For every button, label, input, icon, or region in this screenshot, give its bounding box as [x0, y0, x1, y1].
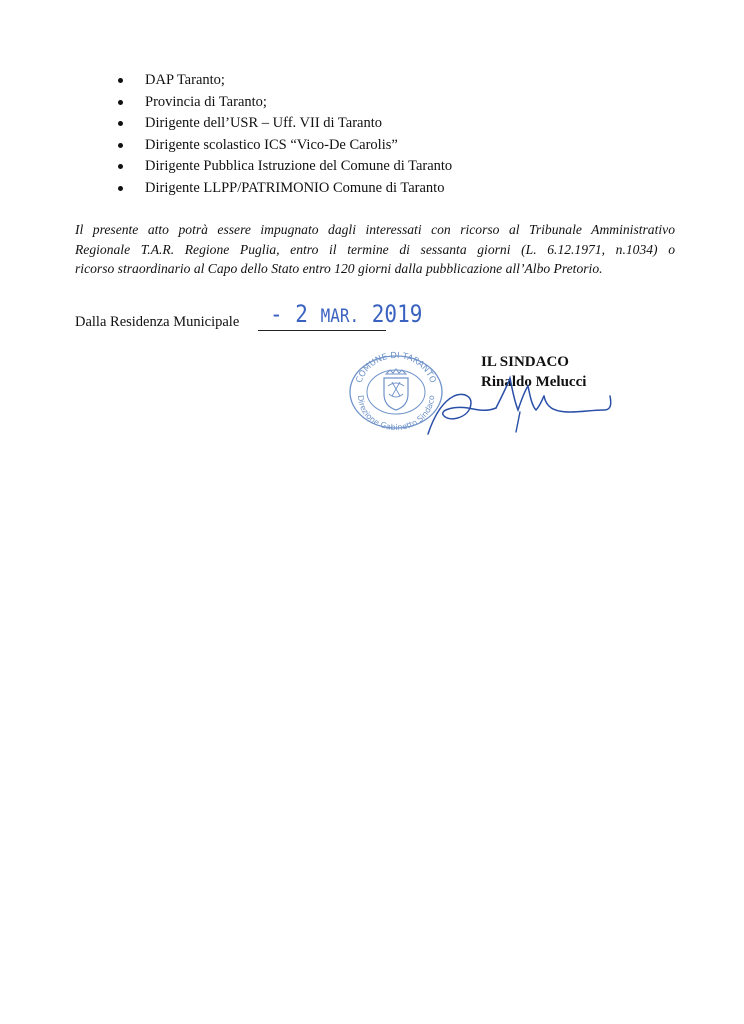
- list-item: Provincia di Taranto;: [118, 92, 452, 114]
- list-item: Dirigente dell’USR – Uff. VII di Taranto: [118, 113, 452, 135]
- bullet-icon: [118, 186, 123, 191]
- bullet-icon: [118, 164, 123, 169]
- bullet-icon: [118, 143, 123, 148]
- list-item: Dirigente LLPP/PATRIMONIO Comune di Taranto: [118, 178, 452, 200]
- recipients-list: [118, 70, 452, 199]
- bullet-icon: [118, 100, 123, 105]
- appeal-notice: [75, 220, 675, 279]
- list-item: Dirigente Pubblica Istruzione del Comune di Taranto: [118, 156, 452, 178]
- notice-line: Regionale T.A.R. Regione Puglia, entro il termine di sessanta giorni (L. 6.12.1971, n.1034) o: [75, 241, 675, 257]
- bullet-icon: [118, 78, 123, 83]
- date-year: 2019: [371, 300, 423, 328]
- list-item: Dirigente scolastico ICS “Vico-De Carolis”: [118, 135, 452, 157]
- residence-label: Dalla Residenza Municipale: [75, 314, 240, 330]
- notice-line: Il presente atto potrà essere impugnato dagli interessati con ricorso al Tribunale Amministrativo: [75, 222, 675, 237]
- date-stamp: [270, 300, 422, 328]
- date-day: - 2: [270, 300, 308, 328]
- date-underline: [258, 330, 386, 331]
- notice-line: ricorso straordinario al Capo dello Stato entro 120 giorni dalla pubblicazione all’Albo Pretorio.: [75, 261, 603, 276]
- date-month: MAR.: [320, 304, 360, 327]
- bullet-icon: [118, 121, 123, 126]
- signatory-title: IL SINDACO: [481, 354, 569, 370]
- handwritten-signature: [420, 366, 620, 436]
- signatory-name: Rinaldo Melucci: [481, 374, 587, 390]
- svg-text:Direzione Gabinetto Sindaco: Direzione Gabinetto Sindaco: [355, 394, 437, 430]
- list-item: DAP Taranto;: [118, 70, 452, 92]
- svg-text:COMUNE DI TARANTO: COMUNE DI TARANTO: [354, 350, 438, 385]
